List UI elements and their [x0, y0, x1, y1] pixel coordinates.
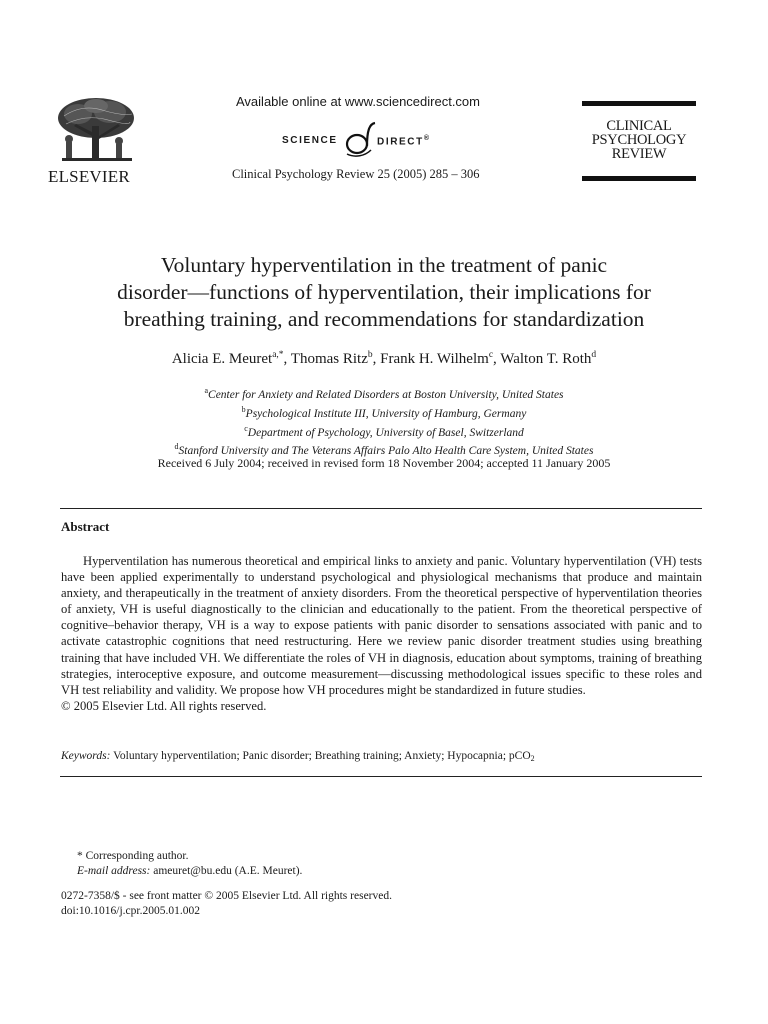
- journal-logo-line: PSYCHOLOGY: [591, 132, 687, 148]
- front-matter: [61, 889, 392, 919]
- journal-logo-top-rule: [582, 101, 696, 106]
- abstract-bottom-rule: [60, 776, 702, 777]
- doi-link[interactable]: doi:10.1016/j.cpr.2005.01.002: [61, 905, 200, 917]
- author-affiliation-marker: a,*: [272, 350, 284, 360]
- sciencedirect-registered-mark: ®: [423, 135, 431, 142]
- affiliation-marker: d: [174, 442, 179, 452]
- affiliation-list: [40, 384, 728, 459]
- article-title: [40, 252, 728, 333]
- author-name[interactable]: Thomas Ritz: [290, 351, 368, 367]
- received-dates: Received 6 July 2004; received in revised form 18 November 2004; accepted 11 January 2005: [157, 456, 611, 470]
- journal-logo-bottom-rule: [582, 176, 696, 181]
- title-line: disorder—functions of hyperventilation, their implications for: [117, 280, 651, 304]
- author-separator: ,: [493, 351, 501, 367]
- publisher-wordmark: ELSEVIER: [48, 167, 130, 186]
- keywords: [61, 750, 721, 763]
- author-separator: ,: [283, 351, 291, 367]
- abstract-body: [61, 553, 702, 714]
- affiliation-marker: a: [204, 386, 209, 395]
- corresponding-author-note: * Corresponding author.: [77, 850, 189, 862]
- corresponding-author-footnote: [61, 849, 302, 879]
- sciencedirect-direct-text: DIRECT: [377, 136, 424, 148]
- journal-logo-line: CLINICAL: [606, 118, 672, 134]
- journal-logo: [582, 101, 696, 181]
- available-online-text[interactable]: Available online at www.sciencedirect.com: [236, 94, 480, 109]
- author-name[interactable]: Alicia E. Meuret: [171, 351, 273, 367]
- author-name[interactable]: Frank H. Wilhelm: [380, 351, 489, 367]
- affiliation-text: Stanford University and The Veterans Affairs Palo Alto Health Care System, United States: [178, 445, 594, 458]
- affiliation-item: [40, 422, 728, 441]
- affiliation-item: [40, 384, 728, 403]
- affiliation-text: Department of Psychology, University of Basel, Switzerland: [247, 426, 524, 439]
- sciencedirect-logo-right: [377, 135, 431, 147]
- author-affiliation-marker: b: [367, 350, 373, 360]
- keywords-label: Keywords:: [61, 750, 111, 762]
- affiliation-text: Center for Anxiety and Related Disorders at Boston University, United States: [208, 389, 564, 401]
- author-name[interactable]: Walton T. Roth: [500, 351, 592, 367]
- sciencedirect-d-icon: [341, 120, 377, 160]
- title-line: Voluntary hyperventilation in the treatment of panic: [160, 253, 608, 277]
- keywords-text: Voluntary hyperventilation; Panic disorder; Breathing training; Anxiety; Hypocapnia; pCO: [113, 750, 531, 762]
- author-affiliation-marker: c: [488, 350, 494, 360]
- title-line: breathing training, and recommendations for standardization: [123, 307, 645, 331]
- author-separator: ,: [372, 351, 381, 367]
- email-label: E-mail address:: [77, 865, 151, 877]
- issn-line: 0272-7358/$ - see front matter © 2005 Elsevier Ltd. All rights reserved.: [61, 890, 392, 902]
- abstract-top-rule: [60, 508, 702, 509]
- abstract-heading: Abstract: [61, 519, 110, 534]
- email-line: [61, 864, 302, 879]
- author-affiliation-marker: d: [591, 350, 597, 360]
- sciencedirect-logo-left: SCIENCE: [282, 135, 338, 146]
- keywords-subscript: 2: [530, 754, 535, 763]
- affiliation-text: Psychological Institute III, University of Hamburg, Germany: [245, 407, 527, 420]
- email-link[interactable]: ameuret@bu.edu (A.E. Meuret).: [153, 865, 303, 877]
- affiliation-marker: c: [244, 423, 248, 433]
- author-list: [40, 350, 728, 368]
- journal-citation: Clinical Psychology Review 25 (2005) 285 – 306: [232, 167, 480, 181]
- affiliation-marker: b: [241, 404, 246, 414]
- abstract-copyright: © 2005 Elsevier Ltd. All rights reserved.: [61, 698, 267, 713]
- affiliation-item: [40, 403, 728, 422]
- abstract-paragraph: Hyperventilation has numerous theoretical and empirical links to anxiety and panic. Voluntary hyperventilation (VH) tests have been applied experimentally to understand psychological and physiological mechanisms that produce and maintain anxiety, and therapeutically in the treatment of anxiety disorders. From the theoretical perspective of hyperventilation theories of anxiety, VH is useful diagnostically to the clinician and educationally to the patient. From the theoretical perspective of cognitive–behavior therapy, VH is a way to expose patients with panic disorder to sensations associated with panic and to activate catastrophic cognitions that need restructuring. Here we review panic disorder treatment studies using breathing training that have included VH. We differentiate the roles of VH in diagnosis, education about symptoms, training of breathing strategies, interoceptive exposure, and outcome measurement—discussing methodological issues specific to these roles and VH test reliability and validity. We propose how VH procedures might be standardized in future studies.: [61, 554, 702, 697]
- journal-logo-line: REVIEW: [611, 146, 667, 162]
